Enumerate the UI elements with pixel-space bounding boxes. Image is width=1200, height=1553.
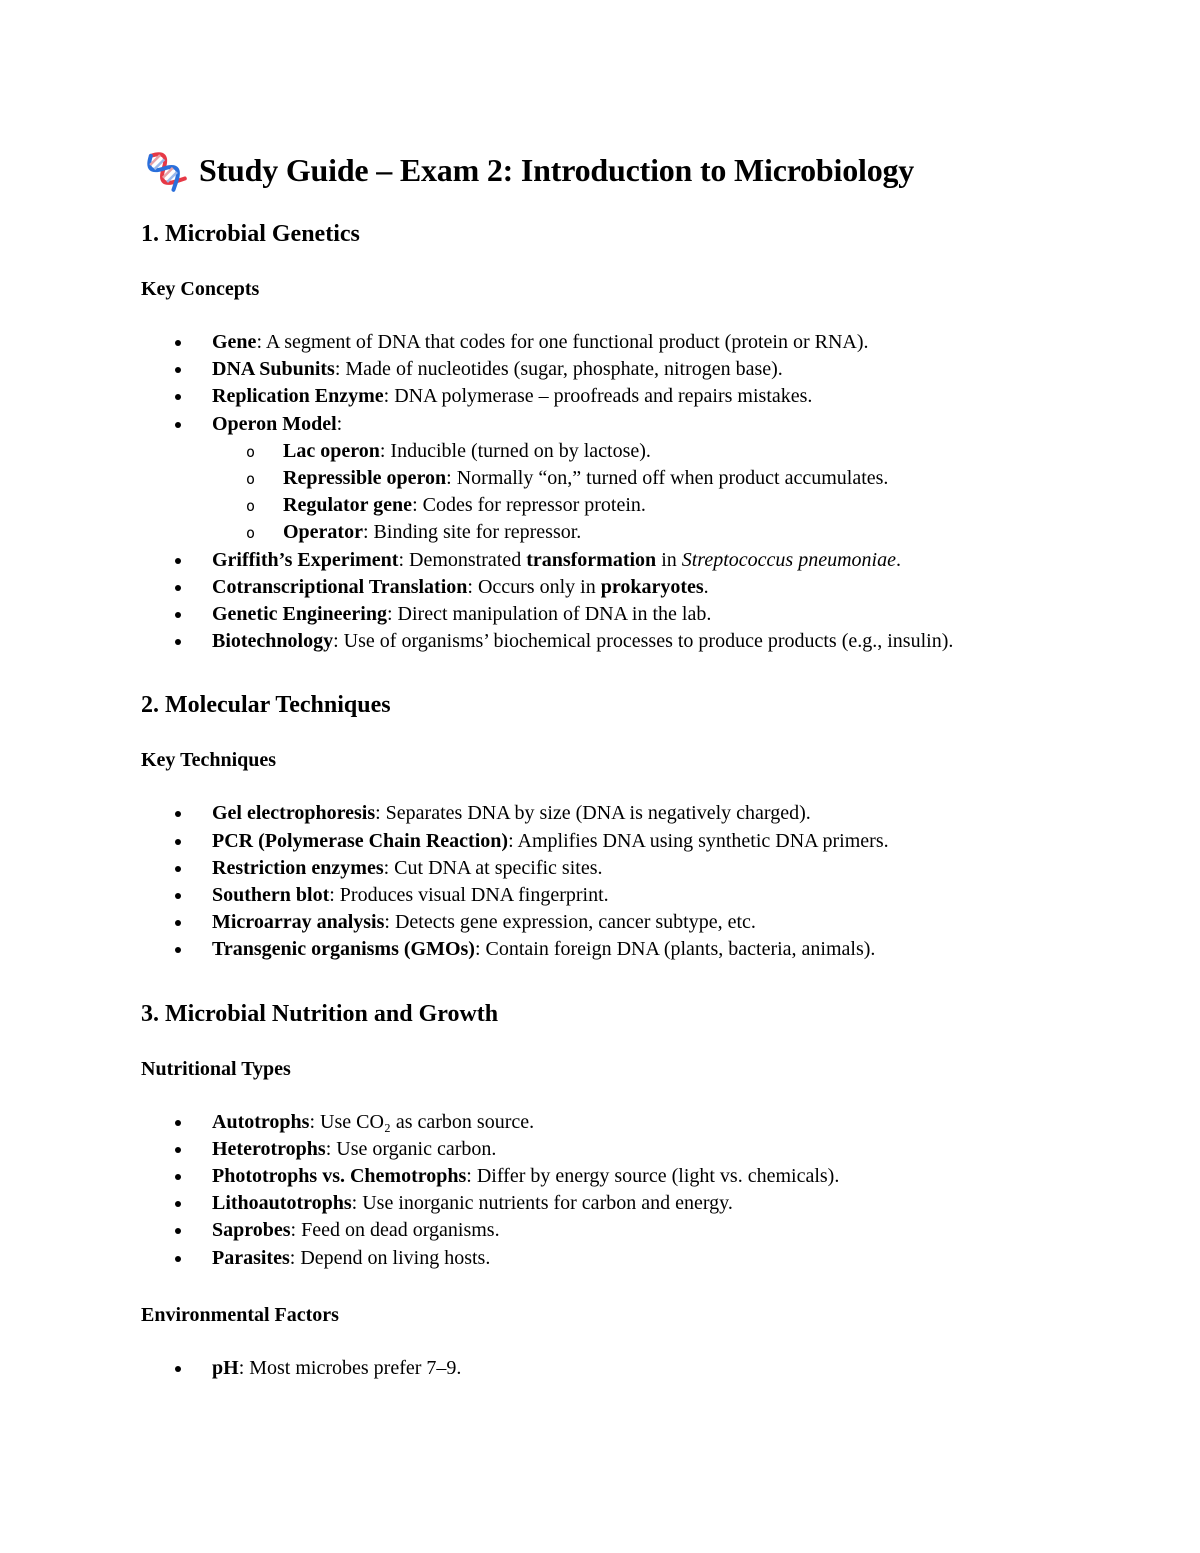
- list-item: [141, 882, 1061, 909]
- definition: : Depend on living hosts.: [289, 1246, 491, 1269]
- subsection-heading-environmental-factors: Environmental Factors: [141, 1303, 339, 1326]
- term: Repressible operon: [283, 467, 447, 490]
- list-item: [141, 1217, 1061, 1244]
- nutritional-types-list: [141, 1109, 1061, 1272]
- list-item: [141, 1109, 1061, 1136]
- document-title: Study Guide – Exam 2: Introduction to Microbiology: [199, 152, 915, 188]
- term: Saprobes: [212, 1219, 291, 1242]
- list-item: [141, 601, 1061, 628]
- list-item: [141, 1136, 1061, 1163]
- term: Operon Model: [212, 412, 337, 435]
- definition-part: .: [703, 575, 709, 598]
- term: Biotechnology: [212, 630, 334, 653]
- definition: : Binding site for repressor.: [362, 521, 582, 544]
- species-name: Streptococcus pneumoniae: [681, 548, 896, 571]
- definition-part: : Demonstrated: [398, 548, 527, 571]
- section-heading-molecular-techniques: 2. Molecular Techniques: [141, 692, 391, 719]
- list-item: [141, 1190, 1061, 1217]
- term: Restriction enzymes: [212, 856, 384, 879]
- sub-list-item: [212, 492, 1061, 519]
- term: Gene: [212, 331, 257, 353]
- term: Cotranscriptional Translation: [212, 575, 468, 598]
- section-heading-microbial-nutrition: 3. Microbial Nutrition and Growth: [141, 1000, 499, 1027]
- definition: : A segment of DNA that codes for one functional product (protein or RNA).: [256, 331, 869, 353]
- term: Autotrophs: [212, 1110, 310, 1133]
- definition: : Feed on dead organisms.: [290, 1219, 500, 1242]
- sub-list-item: [212, 465, 1061, 492]
- list-item: [141, 411, 1061, 547]
- sub-list-item: [212, 519, 1061, 546]
- definition: : Use inorganic nutrients for carbon and energy.: [351, 1192, 733, 1215]
- definition: :: [336, 412, 343, 435]
- term: DNA Subunits: [212, 358, 335, 381]
- term: Genetic Engineering: [212, 603, 387, 626]
- sub-list-item: [212, 438, 1061, 465]
- term: Replication Enzyme: [212, 385, 384, 408]
- emphasis-bold: transformation: [526, 548, 657, 571]
- key-concepts-list: [141, 329, 1061, 655]
- term: Phototrophs vs. Chemotrophs: [212, 1165, 467, 1188]
- operon-model-sublist: [212, 438, 1061, 547]
- key-techniques-list: [141, 800, 1061, 963]
- emphasis-bold: prokaryotes: [600, 575, 704, 598]
- definition-part: .: [895, 548, 901, 571]
- title-row: [141, 140, 1061, 200]
- list-item: [141, 383, 1061, 410]
- term: Griffith’s Experiment: [212, 548, 399, 571]
- term: Regulator gene: [283, 494, 413, 517]
- list-item: [141, 909, 1061, 936]
- term: Lac operon: [283, 439, 380, 462]
- list-item: [141, 855, 1061, 882]
- definition: : Differ by energy source (light vs. chemicals).: [466, 1165, 840, 1188]
- definition: : Cut DNA at specific sites.: [383, 856, 603, 879]
- definition: : Most microbes prefer 7–9.: [238, 1356, 462, 1379]
- definition: : Made of nucleotides (sugar, phosphate, nitrogen base).: [334, 358, 783, 381]
- document-page: [141, 140, 1061, 1382]
- term: Transgenic organisms (GMOs): [212, 938, 475, 961]
- list-item: [141, 828, 1061, 855]
- list-item: [141, 356, 1061, 383]
- definition: : Normally “on,” turned off when product accumulates.: [446, 467, 889, 490]
- list-item: [141, 1355, 1061, 1382]
- definition: : Use CO₂ as carbon source.: [309, 1110, 535, 1133]
- subsection-heading-key-techniques: Key Techniques: [141, 749, 277, 772]
- subsection-heading-nutritional-types: Nutritional Types: [141, 1057, 291, 1080]
- environmental-factors-list: [141, 1355, 1061, 1382]
- definition: : Separates DNA by size (DNA is negatively charged).: [375, 802, 811, 825]
- list-item: [141, 1245, 1061, 1272]
- definition: : Detects gene expression, cancer subtype, etc.: [384, 911, 756, 934]
- definition: : Contain foreign DNA (plants, bacteria, animals).: [474, 938, 876, 961]
- subsection-heading-key-concepts: Key Concepts: [141, 278, 260, 300]
- definition: : Codes for repressor protein.: [412, 494, 646, 517]
- definition-part: in: [656, 548, 682, 571]
- list-item: [141, 574, 1061, 601]
- definition: : Direct manipulation of DNA in the lab.: [386, 603, 712, 626]
- term: Lithoautotrophs: [212, 1192, 352, 1215]
- list-item: [141, 1163, 1061, 1190]
- term: Microarray analysis: [212, 911, 385, 934]
- term: Heterotrophs: [212, 1137, 326, 1160]
- list-item: [141, 800, 1061, 827]
- list-item: [141, 547, 1061, 574]
- definition: : Amplifies DNA using synthetic DNA primers.: [508, 829, 889, 852]
- term: Operator: [283, 521, 363, 544]
- definition: : Use of organisms’ biochemical processes to produce products (e.g., insulin).: [333, 630, 954, 653]
- term: Gel electrophoresis: [212, 802, 376, 825]
- definition: : Use organic carbon.: [325, 1137, 497, 1160]
- definition: : Produces visual DNA fingerprint.: [329, 884, 609, 907]
- list-item: [141, 936, 1061, 963]
- definition: : Inducible (turned on by lactose).: [379, 439, 651, 462]
- term: Southern blot: [212, 884, 330, 907]
- list-item: [141, 628, 1061, 655]
- dna-icon: [143, 148, 187, 192]
- term: Parasites: [212, 1246, 290, 1269]
- list-item: [141, 329, 1061, 356]
- term: PCR (Polymerase Chain Reaction): [212, 829, 509, 852]
- term: pH: [212, 1356, 239, 1379]
- definition: : DNA polymerase – proofreads and repairs mistakes.: [383, 385, 813, 408]
- section-heading-microbial-genetics: 1. Microbial Genetics: [141, 221, 360, 247]
- definition-part: : Occurs only in: [467, 575, 601, 598]
